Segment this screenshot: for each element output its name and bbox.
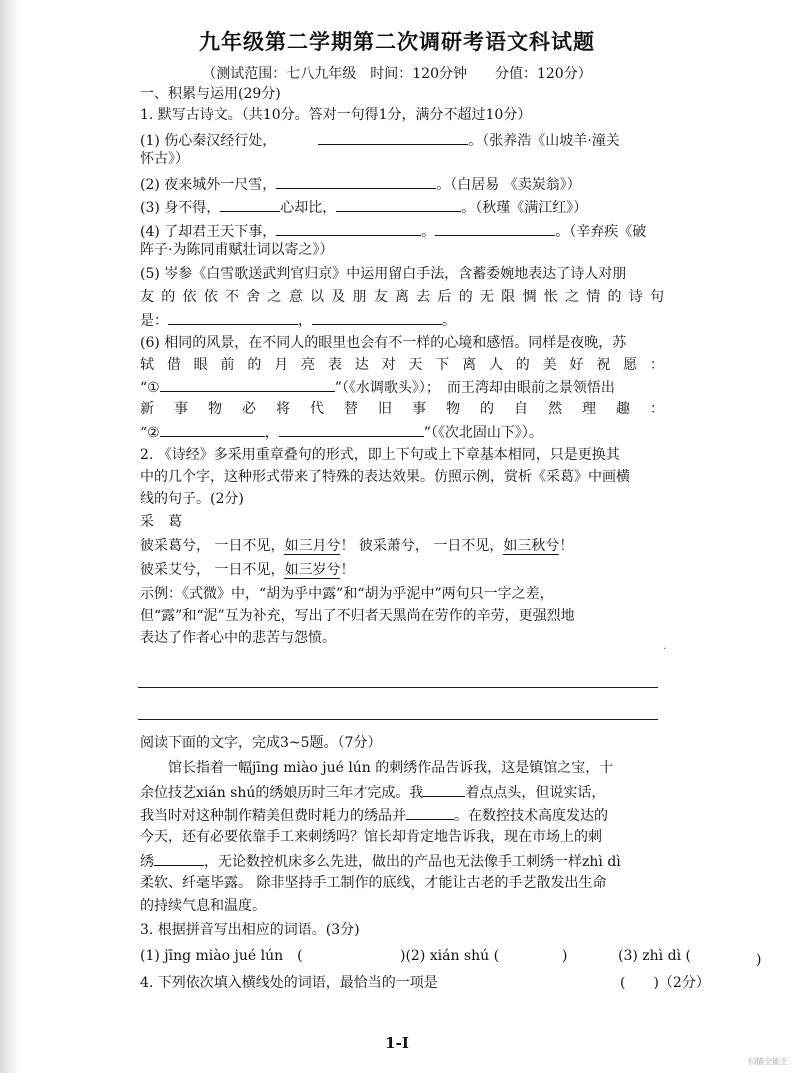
underlined-phrase: 如三秋兮 bbox=[503, 538, 560, 554]
q1-item-2 bbox=[140, 173, 581, 195]
reading-heading: 阅读下面的文字，完成3~5题。（7分） bbox=[140, 735, 382, 751]
scan-shadow bbox=[0, 0, 22, 1073]
answer-blank[interactable] bbox=[423, 781, 465, 797]
item-text: 。 bbox=[442, 313, 456, 329]
answer-blank[interactable] bbox=[279, 421, 424, 437]
item-text: 心却比， bbox=[280, 200, 337, 216]
q1-item-6: (6) 相同的风景，在不同人的眼里也会有不一样的心境和感悟。同样是夜晚，苏 bbox=[140, 335, 627, 351]
scan-speck: · bbox=[663, 644, 667, 655]
answer-blank[interactable] bbox=[160, 421, 265, 437]
item-text: ， bbox=[298, 313, 312, 329]
answer-blank[interactable] bbox=[312, 309, 442, 325]
item-text: 。（白居易 《卖炭翁》） bbox=[436, 177, 581, 193]
answer-blank[interactable] bbox=[336, 196, 461, 212]
reading-text: 着点点头，但说实话， bbox=[465, 785, 606, 801]
poem-line-2 bbox=[140, 560, 354, 580]
answer-line[interactable] bbox=[138, 687, 658, 688]
q1-item-5-line2: 友的依依不舍之意以及朋友离去后的无限惆怅之情的诗句 bbox=[140, 289, 664, 305]
item-text: 。（秋瑾《满江红》） bbox=[461, 200, 588, 216]
item-text: 。（张养浩《山坡羊·潼关 bbox=[468, 133, 620, 149]
answer-blank[interactable] bbox=[276, 220, 421, 236]
answer-line[interactable] bbox=[138, 719, 658, 720]
reading-line-4: 今天，还有必要依靠手工来刺绣吗？馆长却肯定地告诉我，现在市场上的刺 bbox=[140, 829, 602, 845]
reading-line-7: 的持续气息和温度。 bbox=[140, 898, 266, 914]
reading-text: 余位技艺xián shú的绣娘历时三年才完成。我 bbox=[140, 785, 424, 801]
q4-score: ( )（2分） bbox=[620, 975, 710, 991]
reading-line-2 bbox=[140, 781, 605, 803]
q3-item-3: (3) zhì dì ( bbox=[618, 948, 691, 964]
reading-text: 绣 bbox=[140, 854, 154, 870]
poem-line-1 bbox=[140, 536, 573, 556]
example-line-2: 但“露”和“泥”互为补充，写出了不归者天黑尚在劳作的辛劳，更强烈地 bbox=[140, 608, 575, 624]
example-line-1: 示例：《式微》中，“胡为乎中露”和“胡为乎泥中”两句只一字之差， bbox=[140, 586, 554, 602]
q1-item-6-line4: 新事物必将代替旧事物的自然理趣： bbox=[140, 401, 664, 417]
item-text: ”（《水调歌头》）； 而王湾却由眼前之景领悟出 bbox=[334, 380, 615, 396]
q2-line-3: 线的句子。(2分) bbox=[140, 491, 244, 507]
q3-heading: 3. 根据拼音写出相应的词语。(3分) bbox=[140, 922, 360, 938]
answer-blank[interactable] bbox=[435, 220, 555, 236]
reading-line-5 bbox=[140, 850, 621, 872]
scanner-watermark: 扫描全能王 bbox=[748, 1057, 788, 1066]
item-text: ， bbox=[264, 425, 279, 441]
q1-item-4-cont: 阵子·为陈同甫赋壮词以寄之》） bbox=[140, 242, 334, 258]
q1-heading: 1. 默写古诗文。（共10分。答对一句得1分，满分不超过10分） bbox=[140, 107, 532, 123]
answer-blank[interactable] bbox=[154, 850, 204, 866]
poem-text: ！ 彼采萧兮， 一日不见， bbox=[340, 538, 504, 554]
q1-item-3 bbox=[140, 196, 587, 218]
q1-item-1 bbox=[140, 129, 620, 151]
q2-line-1: 2. 《诗经》多采用重章叠句的形式，即上下句或上下章基本相同，只是更换其 bbox=[140, 447, 620, 463]
q4-heading: 4. 下列依次填入横线处的词语，最恰当的一项是 bbox=[140, 975, 438, 991]
item-text: (3) 身不得， bbox=[140, 200, 221, 216]
q3-item-2: )(2) xián shú ( bbox=[400, 948, 500, 964]
q3-item-2-close: ) bbox=[562, 948, 568, 964]
item-text: “① bbox=[140, 380, 160, 396]
reading-text: ，无论数控机床多么先进，做出的产品也无法像手工刺绣一样zhì dì bbox=[204, 854, 621, 870]
poem-text: ！ bbox=[340, 562, 355, 578]
exam-subtitle: （测试范围：七八九年级 时间：120分钟 分值：120分） bbox=[202, 66, 592, 82]
section-heading: 一、积累与运用(29分) bbox=[140, 86, 281, 102]
q1-item-5-line3 bbox=[140, 309, 456, 331]
q3-item-3-close: ) bbox=[756, 952, 762, 968]
poem-text: ！ bbox=[559, 538, 574, 554]
item-text: 。 bbox=[421, 224, 436, 240]
answer-blank[interactable] bbox=[160, 376, 335, 392]
exam-title: 九年级第二学期第二次调研考语文科试题 bbox=[199, 29, 595, 54]
reading-text: 。在数控技术高度发达的 bbox=[454, 808, 608, 824]
q3-item-1: (1) jīng miào jué lún ( bbox=[140, 948, 303, 964]
poem-title: 采 葛 bbox=[140, 514, 182, 530]
item-text: 。（辛弃疾《破 bbox=[555, 224, 647, 240]
reading-line-6: 柔软、纤毫毕露。 除非坚持手工制作的底线，才能让古老的手艺散发出生命 bbox=[140, 875, 607, 891]
q1-item-1-cont: 怀古》） bbox=[140, 151, 189, 167]
q1-item-6-line2: 轼借眼前的月亮表达对天下离人的美好祝愿： bbox=[140, 357, 664, 373]
q1-item-5: (5) 岑参《白雪歌送武判官归京》中运用留白手法，含蓄委婉地表达了诗人对朋 bbox=[140, 266, 627, 282]
q2-line-2: 中的几个字，这种形式带来了特殊的表达效果。仿照示例，赏析《采葛》中画横 bbox=[140, 469, 630, 485]
poem-text: 彼采葛兮， 一日不见， bbox=[140, 538, 285, 554]
item-text: (4) 了却君王天下事， bbox=[140, 224, 277, 240]
item-text: ”（《次北固山下》）。 bbox=[423, 425, 543, 441]
poem-text: 彼采艾兮， 一日不见， bbox=[140, 562, 285, 578]
underlined-phrase: 如三岁兮 bbox=[284, 562, 341, 578]
answer-blank[interactable] bbox=[220, 196, 280, 212]
item-text: 是： bbox=[140, 313, 168, 329]
item-text: (1) 伤心秦汉经行处， bbox=[140, 133, 277, 149]
example-line-3: 表达了作者心中的悲苦与怨愤。 bbox=[140, 630, 336, 646]
page-number: 1-I bbox=[385, 1034, 409, 1052]
reading-text: 我当时对这种制作精美但费时耗力的绣品并 bbox=[140, 808, 406, 824]
answer-blank[interactable] bbox=[318, 129, 468, 145]
item-text: “② bbox=[140, 425, 160, 441]
underlined-phrase: 如三月兮 bbox=[284, 538, 341, 554]
q1-item-6-line5 bbox=[140, 421, 543, 443]
item-text: (2) 夜来城外一尺雪， bbox=[140, 177, 277, 193]
reading-line-3 bbox=[140, 804, 608, 826]
answer-blank[interactable] bbox=[406, 804, 454, 820]
q1-item-6-line3 bbox=[140, 376, 615, 398]
answer-blank[interactable] bbox=[276, 173, 436, 189]
q1-item-4 bbox=[140, 220, 646, 242]
reading-line-1: 馆长指着一幅jīng miào jué lún 的刺绣作品告诉我，这是镇馆之宝，十 bbox=[168, 760, 614, 776]
answer-blank[interactable] bbox=[168, 309, 298, 325]
